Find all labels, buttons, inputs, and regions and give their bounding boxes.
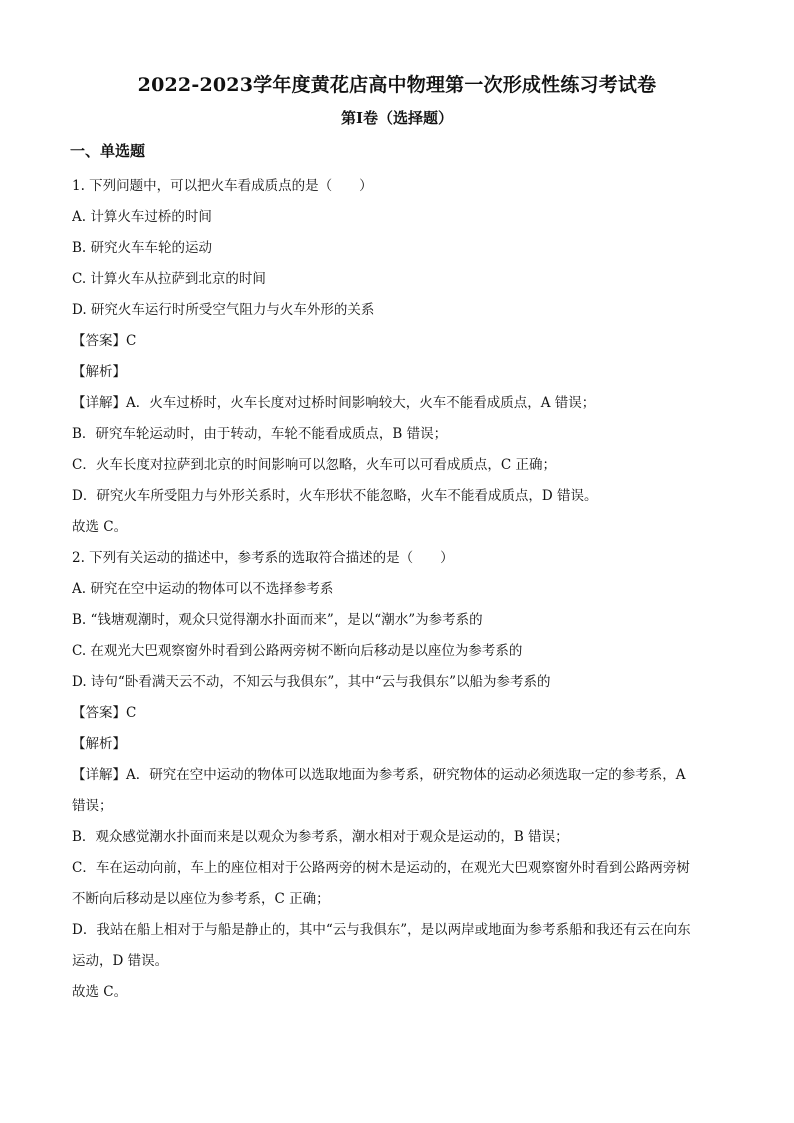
option-d: D. 研究火车运行时所受空气阻力与火车外形的关系 [72,302,375,318]
conclusion-line: 故选 C。 [72,519,128,535]
exam-title: 2022-2023学年度黄花店高中物理第一次形成性练习考试卷 [137,74,657,96]
detail-line: 错误； [72,798,113,814]
questions-content [72,171,732,1008]
question-block [72,171,732,543]
analysis-label: 【解析】 [72,736,126,752]
question-stem: 1. 下列问题中，可以把火车看成质点的是（ ） [72,178,373,194]
option-c: C. 在观光大巴观察窗外时看到公路两旁树不断向后移动是以座位为参考系的 [72,643,523,659]
volume-subtitle: 第I卷（选择题） [340,109,454,127]
conclusion-line: 故选 C。 [72,984,128,1000]
detail-line: C．火车长度对拉萨到北京的时间影响可以忽略，火车可以可看成质点，C 正确； [72,457,556,473]
option-b: B. 研究火车车轮的运动 [72,240,213,256]
answer-label: 【答案】C [72,705,137,721]
option-b: B. “钱塘观潮时，观众只觉得潮水扑面而来”，是以“潮水”为参考系的 [72,612,483,628]
option-a: A. 计算火车过桥的时间 [72,209,212,225]
detail-line: B．观众感觉潮水扑面而来是以观众为参考系，潮水相对于观众是运动的，B 错误； [72,829,569,845]
detail-line: 运动，D 错误。 [72,953,169,969]
question-block [72,543,732,1008]
detail-line: 不断向后移动是以座位为参考系，C 正确； [72,891,330,907]
section-heading: 一、单选题 [70,142,146,160]
detail-line: 【详解】A．研究在空中运动的物体可以选取地面为参考系，研究物体的运动必须选取一定的参考系，A [72,767,686,783]
option-c: C. 计算火车从拉萨到北京的时间 [72,271,266,287]
detail-line: B．研究车轮运动时，由于转动，车轮不能看成质点，B 错误； [72,426,448,442]
question-stem: 2. 下列有关运动的描述中，参考系的选取符合描述的是（ ） [72,550,454,566]
detail-line: C．车在运动向前，车上的座位相对于公路两旁的树木是运动的，在观光大巴观察窗外时看到公路两旁树 [72,860,690,876]
detail-line: D．研究火车所受阻力与外形关系时，火车形状不能忽略，火车不能看成质点，D 错误。 [72,488,598,504]
answer-label: 【答案】C [72,333,137,349]
option-d: D. 诗句“卧看满天云不动，不知云与我俱东”，其中“云与我俱东”以船为参考系的 [72,674,551,690]
detail-line: D．我站在船上相对于与船是静止的，其中“云与我俱东”，是以两岸或地面为参考系船和我还有云在向东 [72,922,691,938]
option-a: A. 研究在空中运动的物体可以不选择参考系 [72,581,334,597]
detail-line: 【详解】A．火车过桥时，火车长度对过桥时间影响较大，火车不能看成质点，A 错误； [72,395,596,411]
analysis-label: 【解析】 [72,364,126,380]
